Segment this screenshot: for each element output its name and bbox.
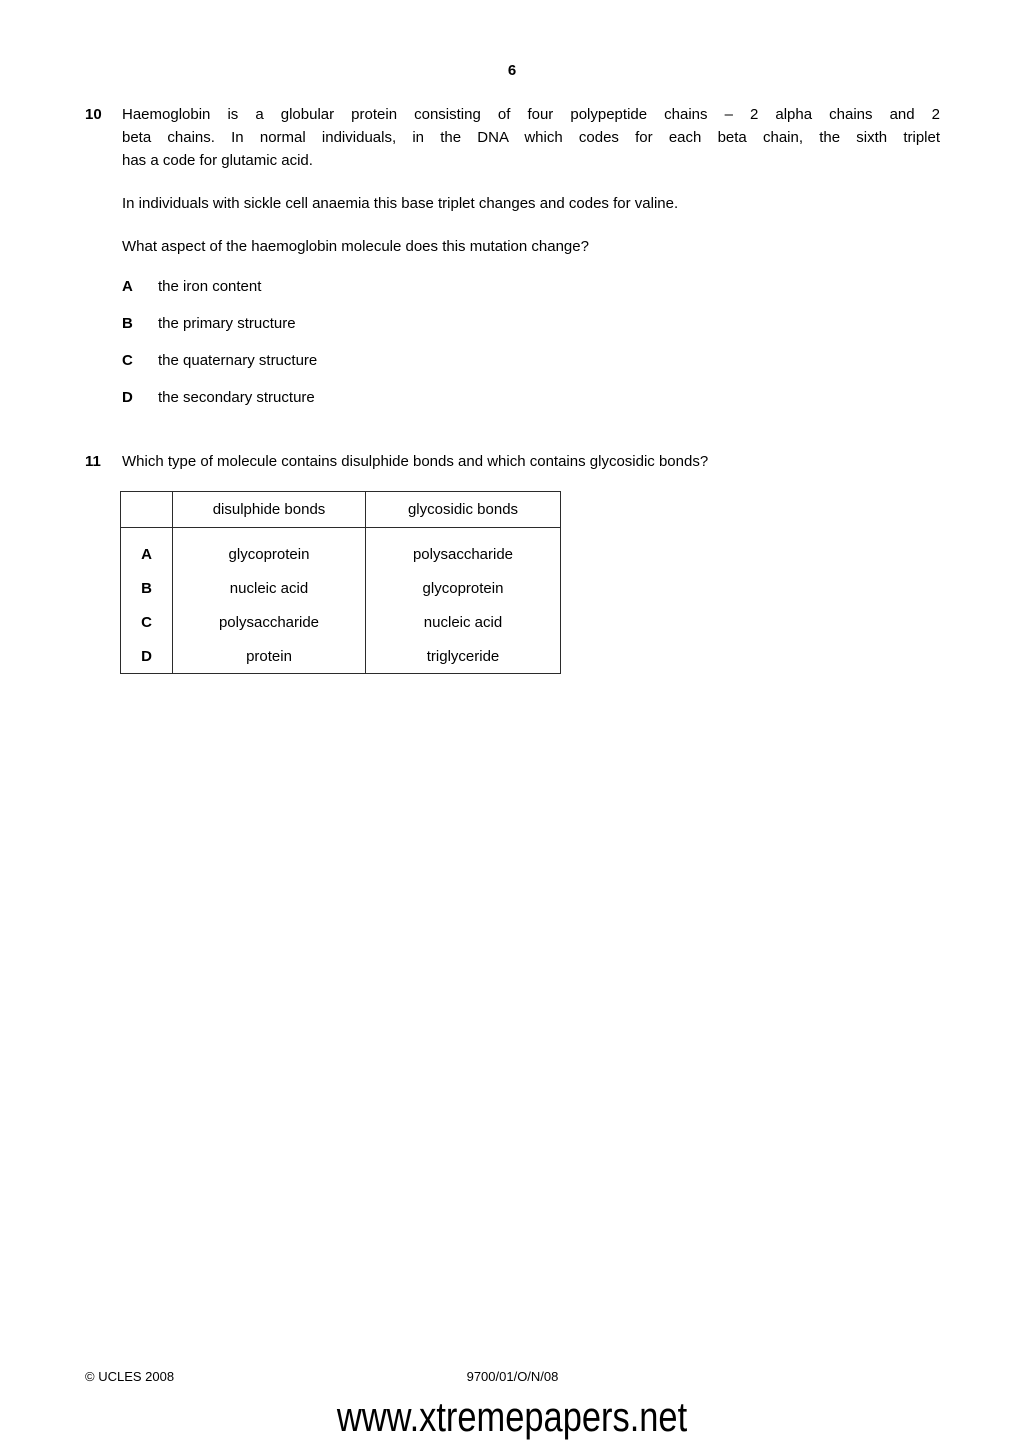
answer-table-row-a-letter: A: [141, 545, 152, 563]
answer-table-row-d: [121, 639, 561, 674]
option-b-letter: B: [122, 315, 133, 332]
option-a: [122, 275, 940, 298]
footer-copyright: © UCLES 2008: [85, 1369, 175, 1384]
answer-table-row-c-letter: C: [141, 613, 152, 631]
answer-table-row-b-glycosidic: glycoprotein: [366, 571, 561, 605]
option-b: [122, 312, 940, 335]
question-10-paragraph-1: [122, 103, 940, 172]
option-a-text: the iron content: [158, 278, 262, 295]
question-10-paragraph-2: In individuals with sickle cell anaemia this base triplet changes and codes for valine.: [122, 195, 679, 212]
option-d-text: the secondary structure: [158, 389, 315, 406]
option-c-letter: C: [122, 352, 133, 369]
answer-table-row-d-disulphide: protein: [173, 639, 366, 674]
option-d-letter: D: [122, 389, 133, 406]
answer-table-header-glycosidic: glycosidic bonds: [366, 492, 561, 528]
question-10-paragraph-1-line-2: beta chains. In normal individuals, in the DNA which codes for each beta chain, the sixth triplet: [122, 129, 940, 146]
option-a-letter: A: [122, 278, 133, 295]
answer-table-row-b: [121, 571, 561, 605]
answer-table-row-b-disulphide: nucleic acid: [173, 571, 366, 605]
answer-table-row-a: [121, 528, 561, 572]
answer-table-row-a-disulphide: glycoprotein: [173, 528, 366, 572]
question-10-options: [122, 275, 940, 409]
answer-table-row-c-disulphide: polysaccharide: [173, 605, 366, 639]
question-10-number: 10: [85, 106, 102, 123]
option-c-text: the quaternary structure: [158, 352, 318, 369]
option-b-text: the primary structure: [158, 315, 296, 332]
question-10: [85, 103, 940, 423]
answer-table-row-c-glycosidic: nucleic acid: [366, 605, 561, 639]
page-content: [85, 103, 940, 674]
question-10-paragraph-1-line-3: has a code for glutamic acid.: [122, 152, 313, 169]
answer-table-row-a-glycosidic: polysaccharide: [366, 528, 561, 572]
answer-table-row-b-letter: B: [141, 579, 152, 597]
question-11-number: 11: [85, 453, 101, 470]
answer-table-row-d-glycosidic: triglyceride: [366, 639, 561, 674]
question-11-stem: Which type of molecule contains disulphide bonds and which contains glycosidic bonds?: [122, 453, 709, 470]
option-d: [122, 386, 940, 409]
footer-paper-code: 9700/01/O/N/08: [466, 1369, 559, 1384]
question-10-paragraph-1-line-1: Haemoglobin is a globular protein consisting of four polypeptide chains – 2 alpha chains and 2: [122, 106, 940, 123]
watermark-url: www.xtremepapers.net: [336, 1393, 688, 1440]
answer-table-row-d-letter: D: [141, 647, 152, 665]
answer-table-header-disulphide: disulphide bonds: [173, 492, 366, 528]
answer-table: [120, 491, 561, 674]
question-11-body: [122, 450, 940, 674]
question-11: [85, 450, 940, 674]
answer-table-header-empty: [121, 492, 173, 528]
option-c: [122, 349, 940, 372]
question-10-stem: What aspect of the haemoglobin molecule does this mutation change?: [122, 238, 589, 255]
answer-table-row-c: [121, 605, 561, 639]
answer-table-header-row: [121, 492, 561, 528]
page-number: 6: [507, 62, 517, 79]
question-10-body: [122, 103, 940, 423]
